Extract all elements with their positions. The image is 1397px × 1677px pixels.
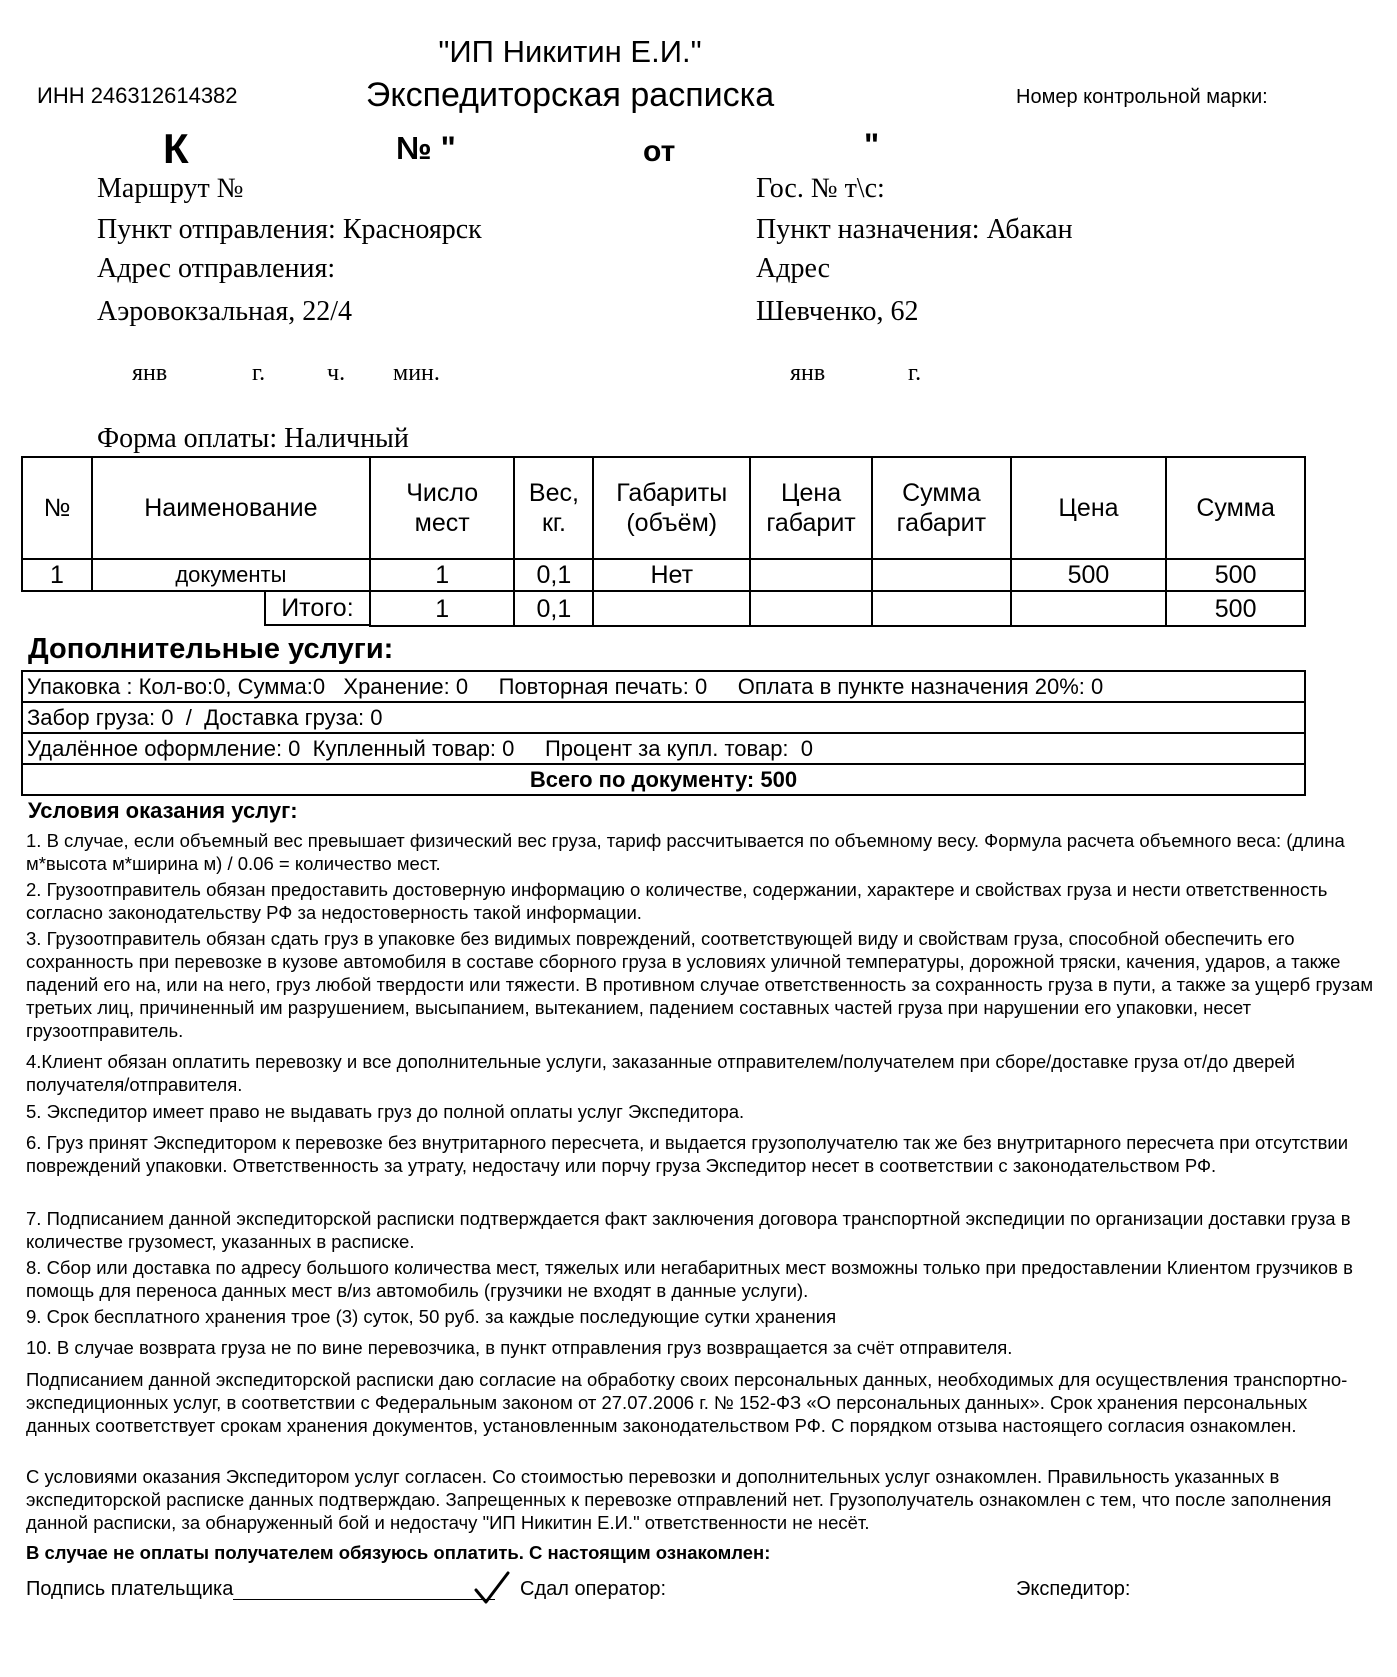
departure-year: г. bbox=[252, 360, 266, 386]
receipt-date-label: от bbox=[643, 135, 676, 168]
table-header-row bbox=[22, 457, 1305, 559]
document-title: Экспедиторская расписка bbox=[365, 76, 775, 114]
services-line-remote: Удалённое оформление: 0 Купленный товар: 0 Процент за купл. товар: 0 bbox=[22, 733, 1305, 764]
condition-item-3: 3. Грузоотправитель обязан сдать груз в упаковке без видимых повреждений, соответствующей виду и свойствам груза, способной обеспечить его сохранность при перевозке в кузове автомобиля в составе сборного груза в условиях уличной температуры, дорожной тряски, качения, ударов, а также падений его на, или на него, груз любой твердости или тяжести. В противном случае ответственность за сохранность груза в пути, а также за ущерб грузам третьих лиц, причиненный им разрушением, высыпанием, вытеканием, падением составных частей груза при нарушении его упаковки, несет грузоотправитель. bbox=[26, 928, 1374, 1041]
cell-name: документы bbox=[92, 559, 370, 591]
cell-sum: 500 bbox=[1166, 559, 1305, 591]
total-weight: 0,1 bbox=[514, 591, 593, 626]
condition-item-5: 5. Экспедитор имеет право не выдавать груз до полной оплаты услуг Экспедитора. bbox=[26, 1101, 745, 1122]
col-header-sum: Сумма bbox=[1166, 457, 1305, 559]
condition-item-8: 8. Сбор или доставка по адресу большого количества мест, тяжелых или негабаритных мест возможны только при предоставлении Клиентом грузчиков в помощь для переноса данных мест в/из автомобиль (грузчики не входят в данные услуги). bbox=[26, 1257, 1353, 1301]
col-header-number: № bbox=[22, 457, 92, 559]
services-line-pickup: Забор груза: 0 / Доставка груза: 0 bbox=[22, 702, 1305, 733]
destination-point: Пункт назначения: Абакан bbox=[756, 214, 1073, 245]
cell-price: 500 bbox=[1011, 559, 1167, 591]
control-mark-label: Номер контрольной марки: bbox=[1016, 86, 1268, 108]
col-header-dim-price: Цена габарит bbox=[750, 457, 872, 559]
vehicle-plate: Гос. № т\с: bbox=[756, 173, 885, 204]
payment-form: Форма оплаты: Наличный bbox=[97, 423, 409, 454]
payment-obligation: В случае не оплаты получателем обязуюсь оплатить. С настоящим ознакомлен: bbox=[26, 1542, 771, 1563]
destination-address-label: Адрес bbox=[756, 253, 831, 284]
departure-address-label: Адрес отправления: bbox=[97, 253, 336, 284]
arrival-year: г. bbox=[908, 360, 922, 386]
document-total: Всего по документу: 500 bbox=[22, 764, 1305, 795]
cell-weight: 0,1 bbox=[514, 559, 593, 591]
conditions-title: Условия оказания услуг: bbox=[28, 798, 298, 823]
departure-point: Пункт отправления: Красноярск bbox=[97, 214, 482, 245]
departure-minute: мин. bbox=[393, 360, 440, 386]
total-row bbox=[22, 591, 1305, 626]
col-header-name: Наименование bbox=[92, 457, 370, 559]
cell-dim-price bbox=[750, 559, 872, 591]
route-number: Маршрут № bbox=[97, 173, 244, 204]
checkmark-icon bbox=[472, 1570, 512, 1606]
departure-hour: ч. bbox=[327, 360, 346, 386]
payer-signature-label: Подпись плательщика bbox=[26, 1578, 234, 1600]
cell-number: 1 bbox=[22, 559, 92, 591]
total-dim-sum bbox=[872, 591, 1011, 626]
terms-agreement: С условиями оказания Экспедитором услуг согласен. Со стоимостью перевозки и дополнительных услуг ознакомлен. Правильность указанных в экспедиторской расписке данных подтверждаю. Запрещенных к перевозке отправлений нет. Грузополучатель ознакомлен с тем, что после заполнения данной расписки, за обнаруженный бой и недостачу "ИП Никитин Е.И." ответственности не несёт. bbox=[26, 1466, 1332, 1533]
additional-services-box bbox=[21, 670, 1306, 796]
cell-places: 1 bbox=[370, 559, 515, 591]
receipt-quote: " bbox=[864, 127, 880, 163]
condition-item-6: 6. Груз принят Экспедитором к перевозке без внутритарного пересчета, и выдается грузополучателю так же без внутритарного пересчета при отсутствии повреждений упаковки. Ответственность за утрату, недостачу или порчу груза Экспедитор несет в соответствии с законодательством РФ. bbox=[26, 1132, 1349, 1176]
total-sum: 500 bbox=[1166, 591, 1305, 626]
total-dimensions bbox=[593, 591, 750, 626]
condition-item-2: 2. Грузоотправитель обязан предоставить достоверную информацию о количестве, содержании, характере и свойствах груза и нести ответственность согласно законодательству РФ за недостоверность такой информации. bbox=[26, 879, 1328, 923]
receipt-number-label: № " bbox=[396, 130, 456, 166]
additional-services-title: Дополнительные услуги: bbox=[28, 633, 394, 665]
departure-month: янв bbox=[132, 360, 168, 386]
col-header-places: Число мест bbox=[370, 457, 515, 559]
condition-item-9: 9. Срок бесплатного хранения трое (3) суток, 50 руб. за каждые последующие сутки хранения bbox=[26, 1306, 837, 1327]
departure-address: Аэровокзальная, 22/4 bbox=[97, 296, 353, 327]
table-row bbox=[22, 559, 1305, 591]
col-header-price: Цена bbox=[1011, 457, 1167, 559]
personal-data-consent: Подписанием данной экспедиторской расписки даю согласие на обработку своих персональных данных, необходимых для осуществления транспортно-экспедиционных услуг, в соответствии с Федеральным законом от 27.07.2006 г. № 152-ФЗ «О персональных данных». Срок хранения персональных данных соответствует срокам хранения документов, установленным законодательством РФ. С порядком отзыва настоящего согласия ознакомлен. bbox=[26, 1369, 1348, 1436]
payer-signature-line bbox=[233, 1599, 495, 1600]
forwarder-signature-label: Экспедитор: bbox=[1016, 1578, 1131, 1600]
cell-dim-sum bbox=[872, 559, 1011, 591]
total-label: Итого: bbox=[281, 594, 354, 622]
col-header-dim-sum: Сумма габарит bbox=[872, 457, 1011, 559]
total-places: 1 bbox=[370, 591, 515, 626]
col-header-weight: Вес, кг. bbox=[514, 457, 593, 559]
cargo-table bbox=[21, 456, 1306, 627]
condition-item-4: 4.Клиент обязан оплатить перевозку и все дополнительные услуги, заказанные отправителем/получателем при сборе/доставке груза от/до дверей получателя/отправителя. bbox=[26, 1051, 1296, 1095]
inn-label: ИНН 246312614382 bbox=[37, 83, 238, 108]
condition-item-7: 7. Подписанием данной экспедиторской расписки подтверждается факт заключения договора транспортной экспедиции по организации доставки груза в количестве грузомест, указанных в расписке. bbox=[26, 1208, 1351, 1252]
company-name: "ИП Никитин Е.И." bbox=[438, 34, 702, 69]
destination-address: Шевченко, 62 bbox=[756, 296, 919, 327]
total-price bbox=[1011, 591, 1167, 626]
total-dim-price bbox=[750, 591, 872, 626]
condition-item-10: 10. В случае возврата груза не по вине перевозчика, в пункт отправления груз возвращается за счёт отправителя. bbox=[26, 1337, 1013, 1358]
operator-signature-label: Сдал оператор: bbox=[520, 1578, 667, 1600]
total-label-cell bbox=[22, 591, 370, 626]
col-header-dimensions: Габариты (объём) bbox=[593, 457, 750, 559]
condition-item-1: 1. В случае, если объемный вес превышает физический вес груза, тариф рассчитывается по объемному весу. Формула расчета объемного веса: (длина м*высота м*ширина м) / 0.06 = количество мест. bbox=[26, 830, 1345, 874]
receipt-series: К bbox=[163, 125, 189, 172]
services-line-packing: Упаковка : Кол-во:0, Сумма:0 Хранение: 0 Повторная печать: 0 Оплата в пункте назначения 20%: 0 bbox=[22, 671, 1305, 702]
arrival-month: янв bbox=[790, 360, 826, 386]
cell-dimensions: Нет bbox=[593, 559, 750, 591]
